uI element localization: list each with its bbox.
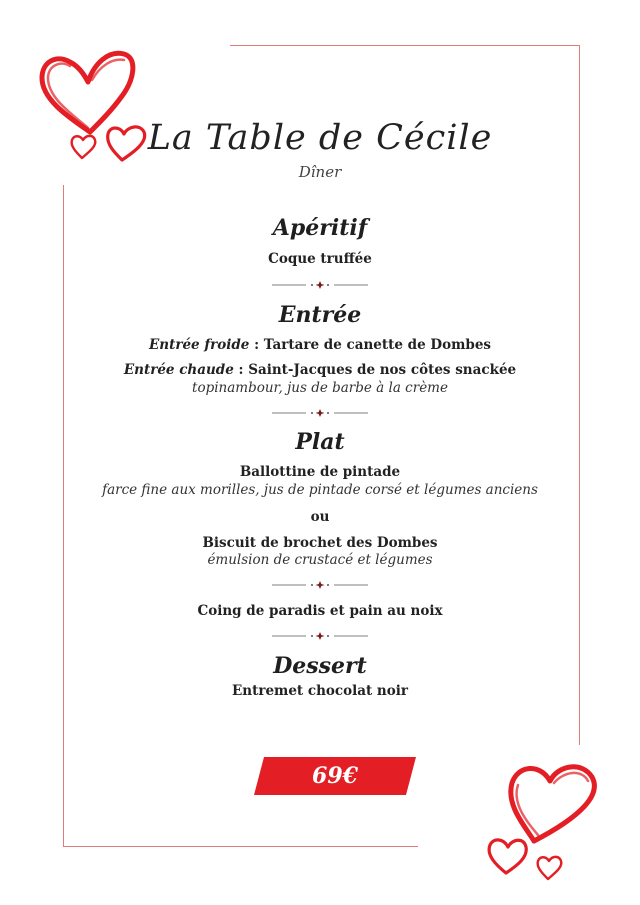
dessert-item: Entremet chocolat noir bbox=[232, 683, 408, 699]
aperitif-item: Coque truffée bbox=[268, 251, 372, 267]
price-value: 69€ bbox=[312, 763, 358, 789]
restaurant-title: La Table de Cécile bbox=[147, 118, 493, 158]
large-heart-icon bbox=[511, 767, 595, 841]
plat-or-separator: ou bbox=[310, 509, 330, 525]
frame-top-line bbox=[230, 45, 580, 46]
entree-hot-description: topinambour, jus de barbe à la crème bbox=[192, 380, 448, 396]
entree-cold-dish: Tartare de canette de Dombes bbox=[263, 337, 492, 353]
frame-bottom-line bbox=[63, 846, 418, 847]
entree-hot-separator: : bbox=[233, 362, 249, 378]
entree-cold-line bbox=[0, 337, 640, 353]
ornament-divider bbox=[270, 580, 370, 590]
plat-dish-2: Biscuit de brochet des Dombes bbox=[202, 535, 438, 551]
ornament-divider bbox=[270, 280, 370, 290]
plat-dish-2-description: émulsion de crustacé et légumes bbox=[207, 552, 433, 568]
menu-subtitle: Dîner bbox=[298, 163, 342, 181]
small-heart-icon bbox=[489, 840, 526, 873]
tiny-heart-icon bbox=[538, 857, 562, 879]
entree-hot-dish: Saint-Jacques de nos côtes snackée bbox=[248, 362, 517, 378]
section-heading-aperitif: Apéritif bbox=[272, 215, 368, 241]
section-heading-dessert: Dessert bbox=[273, 653, 367, 679]
section-heading-entree: Entrée bbox=[278, 302, 362, 328]
entree-hot-line bbox=[0, 362, 640, 378]
entree-hot-label: Entrée chaude bbox=[123, 362, 234, 378]
plat-dish-1: Ballottine de pintade bbox=[239, 464, 401, 480]
ornament-divider bbox=[270, 408, 370, 418]
hearts-bottom-right-decoration bbox=[478, 755, 618, 895]
ornament-divider bbox=[270, 631, 370, 641]
cheese-item: Coing de paradis et pain au noix bbox=[197, 603, 443, 619]
entree-cold-separator: : bbox=[249, 337, 264, 353]
plat-dish-1-description: farce fine aux morilles, jus de pintade corsé et légumes anciens bbox=[102, 482, 538, 498]
section-heading-plat: Plat bbox=[295, 429, 345, 455]
entree-cold-label: Entrée froide bbox=[148, 337, 250, 353]
